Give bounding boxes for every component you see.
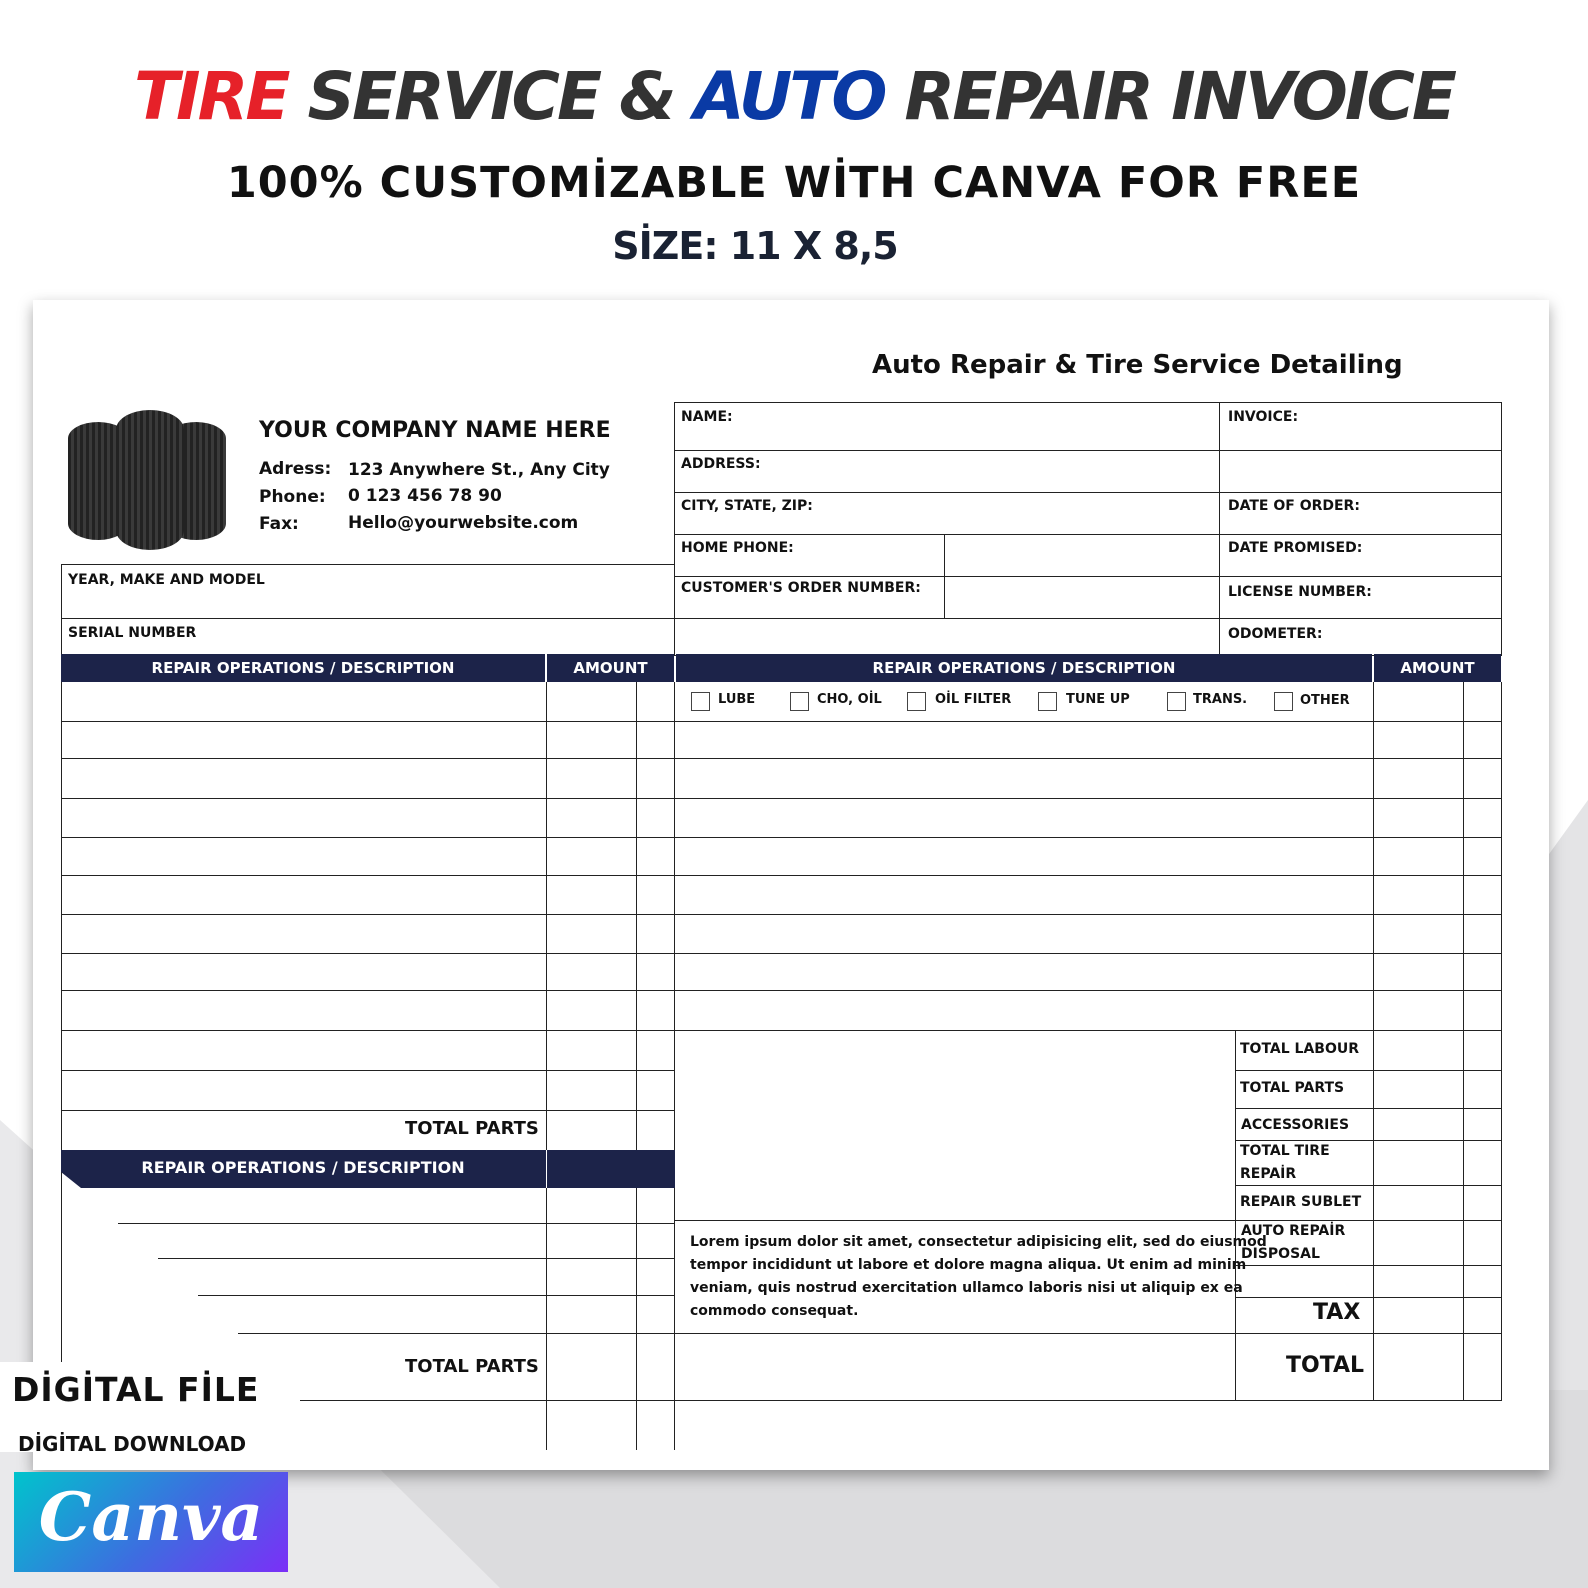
accessories-label: ACCESSORIES	[1241, 1117, 1350, 1133]
tune-up-checkbox[interactable]	[1038, 692, 1057, 711]
year-make-model-label: YEAR, MAKE AND MODEL	[68, 572, 265, 588]
notes-line: veniam, quis nostrud exercitation ullamco laboris nisi ut aliquip ex ea	[690, 1280, 1243, 1296]
company-phone: 0 123 456 78 90	[348, 486, 502, 506]
notes-line: Lorem ipsum dolor sit amet, consectetur adipisicing elit, sed do eiusmod	[690, 1234, 1267, 1250]
canva-wordmark: Canva	[38, 1478, 264, 1556]
tax-label: TAX	[1313, 1300, 1361, 1325]
invoice-field-label: INVOICE:	[1228, 409, 1299, 425]
tune-up-label: TUNE UP	[1066, 692, 1130, 707]
oil-filter-checkbox[interactable]	[907, 692, 926, 711]
notes-line: commodo consequat.	[690, 1303, 859, 1319]
license-label: LICENSE NUMBER:	[1228, 584, 1372, 600]
trans-checkbox[interactable]	[1167, 692, 1186, 711]
phone-label: Phone:	[259, 487, 326, 507]
name-field-label: NAME:	[681, 409, 733, 425]
customer-order-label: CUSTOMER'S ORDER NUMBER:	[681, 580, 921, 596]
lube-checkbox[interactable]	[691, 692, 710, 711]
home-phone-label: HOME PHONE:	[681, 540, 794, 556]
left-repair-ops-header: REPAIR OPERATIONS / DESCRIPTION	[61, 654, 545, 682]
total-parts-summary-label: TOTAL PARTS	[1240, 1080, 1345, 1096]
canva-logo	[14, 1472, 288, 1572]
city-field-label: CITY, STATE, ZIP:	[681, 498, 813, 514]
invoice-paper	[33, 300, 1549, 1470]
other-label: OTHER	[1300, 693, 1350, 708]
tires-logo	[68, 410, 233, 550]
banner-title: TIRE SERVICE & AUTO REPAIR INVOICE	[134, 58, 1454, 135]
date-order-label: DATE OF ORDER:	[1228, 498, 1360, 514]
lower-total-parts-label: TOTAL PARTS	[405, 1356, 539, 1377]
cho-oil-checkbox[interactable]	[790, 692, 809, 711]
address-label: Adress:	[259, 459, 332, 479]
cho-oil-label: CHO, OİL	[817, 692, 882, 707]
right-repair-ops-header: REPAIR OPERATIONS / DESCRIPTION	[676, 654, 1372, 682]
odometer-label: ODOMETER:	[1228, 626, 1323, 642]
digital-file-text: DİGİTAL FİLE	[12, 1370, 260, 1409]
lower-repair-ops-header: REPAIR OPERATIONS / DESCRIPTION	[141, 1158, 465, 1177]
invoice-heading: Auto Repair & Tire Service Detailing	[872, 350, 1403, 380]
lube-label: LUBE	[718, 692, 756, 707]
total-tire-label-2: REPAİR	[1240, 1166, 1297, 1182]
total-tire-label-1: TOTAL TIRE	[1240, 1143, 1330, 1159]
auto-disposal-label-1: AUTO REPAİR	[1241, 1223, 1346, 1239]
digital-download-text: DİGİTAL DOWNLOAD	[18, 1432, 247, 1456]
oil-filter-label: OİL FILTER	[935, 692, 1012, 707]
company-fax: Hello@yourwebsite.com	[348, 513, 579, 533]
address-field-label: ADDRESS:	[681, 456, 761, 472]
fax-label: Fax:	[259, 514, 299, 534]
total-labour-label: TOTAL LABOUR	[1240, 1041, 1360, 1057]
repair-sublet-label: REPAIR SUBLET	[1240, 1194, 1362, 1210]
left-total-parts-label: TOTAL PARTS	[405, 1118, 539, 1139]
date-promised-label: DATE PROMISED:	[1228, 540, 1363, 556]
serial-number-label: SERIAL NUMBER	[68, 625, 197, 641]
right-amount-header: AMOUNT	[1374, 654, 1501, 682]
notes-line: tempor incididunt ut labore et dolore magna aliqua. Ut enim ad minim	[690, 1257, 1247, 1273]
total-label: TOTAL	[1286, 1353, 1365, 1378]
banner-size: SİZE: 11 X 8,5	[612, 224, 898, 268]
tire-icon	[116, 410, 184, 550]
company-name: YOUR COMPANY NAME HERE	[259, 418, 611, 443]
left-amount-header: AMOUNT	[547, 654, 674, 682]
auto-disposal-label-2: DISPOSAL	[1241, 1246, 1320, 1262]
company-address: 123 Anywhere St., Any City	[348, 460, 610, 480]
trans-label: TRANS.	[1193, 692, 1248, 707]
banner-subtitle: 100% CUSTOMİZABLE WİTH CANVA FOR FREE	[226, 158, 1362, 208]
other-checkbox[interactable]	[1274, 692, 1293, 711]
